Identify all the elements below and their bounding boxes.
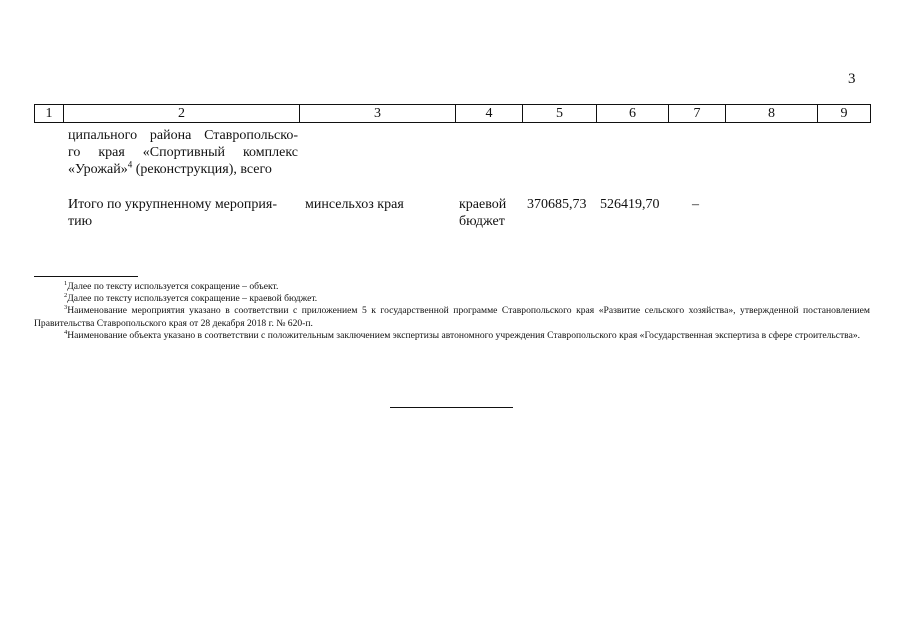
- table-header-numbers: [34, 104, 871, 123]
- footnote: [34, 305, 870, 329]
- total-col5-value: 370685,73: [527, 197, 587, 212]
- object-name-line: ципального района Ставропольско-: [68, 128, 298, 143]
- column-number: 4: [456, 105, 523, 123]
- footnote-text: Наименование мероприятия указано в соответствии с приложением 5 к государственной программе Ставропольского края «Развитие сельского хозяйства», утвержденной постановлением Правительства Ставропольского края от 28 декабря 2018 г. № 620-п.: [34, 305, 870, 329]
- footnote: [34, 281, 870, 293]
- column-number: 3: [300, 105, 456, 123]
- total-name-line: тию: [68, 214, 93, 229]
- total-funding-source: [459, 196, 506, 230]
- footnote-number: 4: [64, 328, 68, 336]
- footnote: [34, 293, 870, 305]
- total-name-cell: [68, 196, 300, 230]
- footnote-text: Далее по тексту используется сокращение – объект.: [67, 281, 279, 292]
- footnote-number: 3: [64, 304, 68, 312]
- footnote-text: Наименование объекта указано в соответствии с положительным заключением экспертизы автономного учреждения Ставропольского края «Государственная экспертиза в сфере строительства».: [67, 329, 861, 341]
- footnote-ref-4: 4: [127, 159, 133, 170]
- funding-source-line: краевой: [459, 197, 507, 212]
- footnote-number: 2: [64, 292, 68, 300]
- column-number: 1: [35, 105, 64, 123]
- footnote-text: Далее по тексту используется сокращение – краевой бюджет.: [67, 293, 318, 305]
- object-name-part: «Урожай»: [68, 162, 128, 177]
- column-number: 2: [64, 105, 300, 123]
- footnote-divider: [34, 276, 138, 277]
- total-col7-value: –: [692, 197, 699, 212]
- footnote: [34, 330, 870, 342]
- total-executor: минсельхоз края: [305, 197, 404, 212]
- column-number: 6: [597, 105, 669, 123]
- footnote-number: 1: [64, 279, 68, 287]
- object-name-cell: [68, 127, 298, 178]
- column-number: 7: [669, 105, 726, 123]
- funding-source-line: бюджет: [459, 214, 505, 229]
- end-of-document-line: [390, 407, 513, 408]
- total-name-line: Итого по укрупненному мероприя-: [68, 197, 277, 212]
- object-name-tail: (реконструкция), всего: [132, 162, 272, 177]
- total-col6-value: 526419,70: [600, 197, 660, 212]
- column-number: 9: [818, 105, 871, 123]
- object-name-line: го края «Спортивный комплекс: [68, 145, 298, 160]
- page-number: 3: [848, 71, 856, 87]
- column-number: 5: [523, 105, 597, 123]
- column-number: 8: [726, 105, 818, 123]
- object-name-line-last: [68, 161, 298, 178]
- footnotes: [34, 281, 870, 342]
